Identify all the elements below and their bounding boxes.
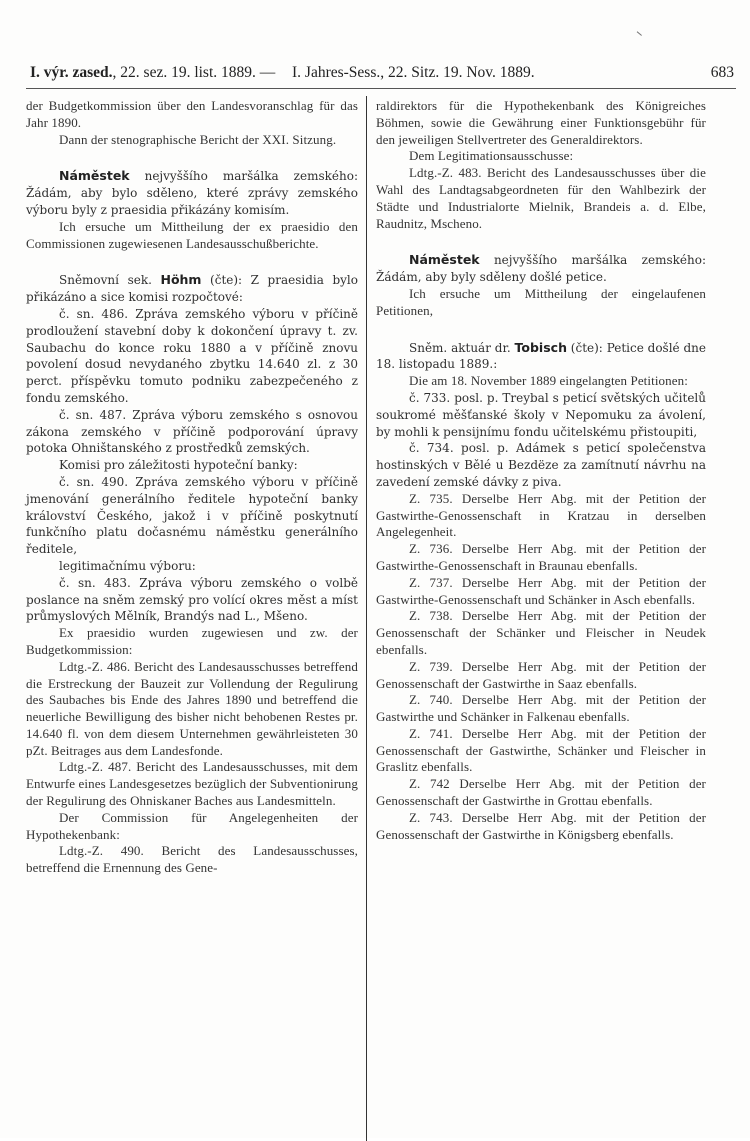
- paragraph-german: [376, 491, 706, 541]
- paragraph-text: raldirektors für die Hypothekenbank des Königreiches Böhmen, sowie die Gewährung einer Funktionsgebühr für den jeweiligen Stellvertreter des Generaldirektors.: [376, 98, 706, 147]
- header-czech-date: , 22. sez. 19. list. 1889. —: [112, 64, 276, 81]
- paragraph-text: Z. 738. Derselbe Herr Abg. mit der Petition der Genossenschaft der Schänker und Fleischer in Neudek ebenfalls.: [376, 608, 706, 657]
- paragraph-german: [26, 759, 358, 809]
- paragraph-text: Der Commission für Angelegenheiten der Hypothekenbank:: [26, 809, 358, 842]
- paragraph-text: Z. 743. Derselbe Herr Abg. mit der Petition der Genossenschaft der Gastwirthe in Königsberg ebenfalls.: [376, 809, 706, 842]
- speaker-name: Náměstek: [59, 168, 130, 184]
- paragraph-text: Dann der stenographische Bericht der XXI. Sitzung.: [59, 131, 337, 147]
- speaker-name: Náměstek: [409, 252, 480, 268]
- paragraph-czech: [26, 575, 358, 625]
- paragraph-german: [376, 608, 706, 658]
- paragraph-czech: [376, 440, 706, 490]
- paragraph-text: nejvyššího maršálka zemského: Žádám, aby byly sděleny došlé petice.: [376, 253, 706, 285]
- paragraph-text: č. sn. 486. Zpráva zemského výboru v příčině prodloužení stavební doby k dokončení úpravy t. zv. Saubachu do konce roku 1880 a v příčině znovu povolení dosud nevydaného zbytku 14.640 zl. z 30 perct. příspěvku tomuto podniku zabezpečeného z fondu zemského.: [26, 306, 358, 405]
- page-number: 683: [710, 64, 734, 81]
- paragraph-text: Die am 18. November 1889 eingelangten Petitionen:: [409, 373, 688, 389]
- paragraph-czech: [26, 272, 358, 306]
- paragraph-german: [376, 165, 706, 232]
- paragraph-text: Z. 736. Derselbe Herr Abg. mit der Petition der Gastwirthe-Genossenschaft in Braunau ebenfalls.: [376, 541, 706, 573]
- paragraph-german: [26, 625, 358, 659]
- speaker-name: Höhm: [160, 272, 202, 288]
- paragraph-text: Z. 735. Derselbe Herr Abg. mit der Petition der Gastwirthe-Genossenschaft in Kratzau in derselben Angelegenheit.: [376, 490, 706, 540]
- paragraph-german: [376, 810, 706, 844]
- paragraph-german: [26, 219, 358, 253]
- paragraph-czech: [376, 390, 706, 440]
- paragraph-gap: [376, 232, 706, 252]
- header-rule: [26, 88, 736, 89]
- paragraph-gap: [376, 320, 706, 340]
- paragraph-text: Ich ersuche um Mittheilung der ex praesidio den Commissionen zugewiesenen Landesausschußberichte.: [26, 218, 358, 251]
- paragraph-text: č. sn. 490. Zpráva zemského výboru v příčině jmenování generálního ředitele hypoteční banky království Českého, jakož i v příčině poskytnutí funkčního platu dočasnému náměstku generálního ředitele,: [26, 474, 358, 557]
- paragraph-czech: [26, 306, 358, 407]
- left-column: [26, 98, 358, 877]
- paragraph-german: [376, 692, 706, 726]
- paragraph-text: (čte): Petice došlé dne 18. listopadu 1889.:: [376, 340, 706, 372]
- paragraph-text: Z. 741. Derselbe Herr Abg. mit der Petition der Genossenschaft der Gastwirthe, Schänker und Fleischer in Graslitz ebenfalls.: [376, 725, 706, 775]
- speaker-name: Tobisch: [514, 339, 567, 355]
- paragraph-german: [26, 659, 358, 760]
- paragraph-gap: [26, 252, 358, 272]
- paragraph-german: [26, 98, 358, 132]
- paragraph-text: Ldtg.-Z. 486. Bericht des Landesausschusses betreffend die Erstreckung der Bauzeit zur Vollendung der Regulirung des Saubaches bis Ende des Jahres 1890 und betreffend die neuerliche Bewilligung des bisher nicht behobenen Restes pr. 14.640 fl. von dem diesem Unternehmen gewährleisteten 30 pZt. Beitrages aus dem Landesfonde.: [26, 658, 358, 758]
- paragraph-german: [376, 575, 706, 609]
- paragraph-german: [376, 659, 706, 693]
- header-german: I. Jahres-Sess., 22. Sitz. 19. Nov. 1889.: [292, 64, 535, 81]
- paragraph-german: [26, 132, 358, 149]
- paragraph-gap: [26, 148, 358, 168]
- speaker-title: Sněmovní sek.: [59, 273, 161, 288]
- paragraph-text: č. sn. 483. Zpráva výboru zemského o volbě poslance na sněm zemský pro volící okres měst a míst průmyslových Mělník, Brandýs nad L., Mšeno.: [26, 575, 358, 624]
- paragraph-text: nejvyššího maršálka zemského: Žádám, aby bylo sděleno, které zprávy zemského výboru byly z praesidia přikázány komisím.: [26, 169, 358, 217]
- right-column: [376, 98, 706, 843]
- paragraph-text: Ldtg.-Z. 483. Bericht des Landesausschusses über die Wahl des Landtagsabgeordneten für den Wahlbezirk der Städte und Industrialorte Mielnik, Brandeis a. d. Elbe, Raudnitz, Mscheno.: [376, 165, 706, 231]
- paragraph-text: Z. 737. Derselbe Herr Abg. mit der Petition der Gastwirthe-Genossenschaft und Schänker in Asch ebenfalls.: [376, 574, 706, 607]
- paragraph-czech: [376, 252, 706, 286]
- paragraph-text: (čte): Z praesidia bylo přikázáno a sice komisi rozpočtové:: [26, 273, 358, 305]
- paragraph-german: [26, 810, 358, 844]
- paragraph-german: [376, 726, 706, 776]
- paragraph-text: Dem Legitimationsausschusse:: [409, 148, 574, 164]
- column-divider: [366, 96, 367, 1141]
- paragraph-german: [376, 98, 706, 148]
- paragraph-german: [376, 541, 706, 575]
- paragraph-text: Komisi pro záležitosti hypoteční banky:: [59, 458, 298, 473]
- paragraph-czech: [26, 474, 358, 558]
- paragraph-german: [376, 286, 706, 320]
- paragraph-czech: [376, 340, 706, 374]
- paragraph-text: Z. 739. Derselbe Herr Abg. mit der Petition der Genossenschaft der Gastwirthe in Saaz ebenfalls.: [376, 658, 706, 691]
- paragraph-german: [26, 843, 358, 877]
- paragraph-text: Z. 740. Derselbe Herr Abg. mit der Petition der Gastwirthe und Schänker in Falkenau ebenfalls.: [376, 692, 706, 725]
- paragraph-text: legitimačnímu výboru:: [59, 558, 196, 573]
- scan-artifact: [636, 31, 642, 36]
- paragraph-text: Ex praesidio wurden zugewiesen und zw. der Budgetkommission:: [26, 625, 358, 657]
- paragraph-german: [376, 373, 706, 390]
- paragraph-text: Ich ersuche um Mittheilung der eingelaufenen Petitionen,: [376, 285, 706, 318]
- paragraph-text: č. 733. posl. p. Treybal s peticí světských učitelů soukromé měšťanské školy v Nepomuku za ávolení, by mohli k pensijnímu fondu učitelskému přistoupiti,: [376, 390, 706, 439]
- header-czech: [30, 64, 275, 82]
- paragraph-czech: [26, 407, 358, 457]
- paragraph-text: der Budgetkommission über den Landesvoranschlag für das Jahr 1890.: [26, 98, 358, 130]
- paragraph-czech: [26, 457, 358, 474]
- header-czech-session: I. výr. zased.: [30, 64, 113, 81]
- paragraph-text: Z. 742 Derselbe Herr Abg. mit der Petition der Genossenschaft der Gastwirthe in Grottau ebenfalls.: [376, 776, 706, 809]
- paragraph-text: č. sn. 487. Zpráva výboru zemského s osnovou zákona zemského v příčině podporování úpravy potoka Ohništanského z prostředků zemských.: [26, 407, 358, 456]
- paragraph-czech: [26, 558, 358, 575]
- paragraph-text: Ldtg.-Z. 487. Bericht des Landesausschusses, mit dem Entwurfe eines Landesgesetzes bezüglich der Subventionirung der Regulirung des Ohniskaner Baches aus Landesmitteln.: [26, 759, 358, 809]
- paragraph-czech: [26, 168, 358, 218]
- running-header: [26, 64, 736, 86]
- paragraph-german: [376, 776, 706, 810]
- speaker-title: Sněm. aktuár dr.: [409, 340, 515, 355]
- paragraph-text: č. 734. posl. p. Adámek s peticí společenstva hostinských v Bělé u Bezdëze za zamítnutí návrhu na zavedení zemské dávky z piva.: [376, 441, 706, 489]
- paragraph-text: Ldtg.-Z. 490. Bericht des Landesausschusses, betreffend die Ernennung des Gene-: [26, 843, 358, 876]
- paragraph-german: [376, 148, 706, 165]
